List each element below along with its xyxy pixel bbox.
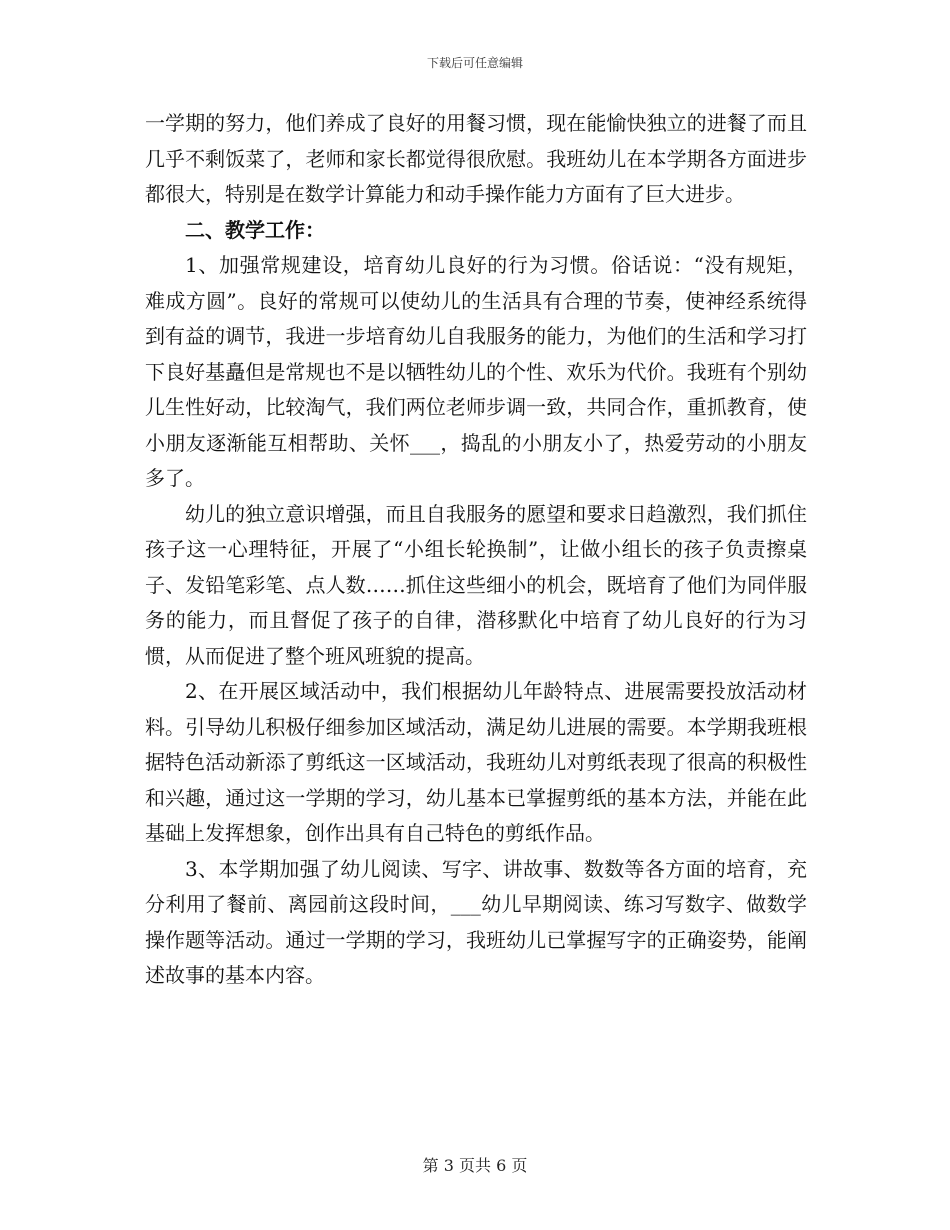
paragraph-area-activities: 2、在开展区域活动中，我们根据幼儿年龄特点、进展需要投放活动材料。引导幼儿积极仔细参加区域活动，满足幼儿进展的需要。本学期我班根据特色活动新添了剪纸这一区域活动，我班幼儿对剪纸表现了很高的积极性和兴趣，通过这一学期的学习，幼儿基本已掌握剪纸的基本方法，并能在此基础上发挥想象，创作出具有自己特色的剪纸作品。: [145, 679, 807, 845]
paragraph-independence: 幼儿的独立意识增强，而且自我服务的愿望和要求日趋激烈，我们抓住孩子这一心理特征，开展了“小组长轮换制”，让做小组长的孩子负责擦桌子、发铅笔彩笔、点人数……抓住这些细小的机会，既培育了他们为同伴服务的能力，而且督促了孩子的自律，潜移默化中培育了幼儿良好的行为习惯，从而促进了整个班风班貌的提高。: [145, 501, 807, 668]
paragraph-continuation: 一学期的努力，他们养成了良好的用餐习惯，现在能愉快独立的进餐了而且几乎不剩饭菜了，老师和家长都觉得很欣慰。我班幼儿在本学期各方面进步都很大，特别是在数学计算能力和动手操作能力方面有了巨大进步。: [145, 111, 807, 206]
paragraph-routine-building: 1、加强常规建设，培育幼儿良好的行为习惯。俗话说：“没有规矩，难成方圆”。良好的常规可以使幼儿的生活具有合理的节奏，使神经系统得到有益的调节，我进一步培育幼儿自我服务的能力，为他们的生活和学习打下良好基矗但是常规也不是以牺牲幼儿的个性、欢乐为代价。我班有个别幼儿生性好动，比较淘气，我们两位老师步调一致，共同合作，重抓教育，使小朋友逐渐能互相帮助、关怀___，捣乱的小朋友小了，热爱劳动的小朋友多了。: [145, 253, 807, 490]
page-footer-number: 第 3 页共 6 页: [422, 1156, 528, 1175]
document-body: [145, 106, 807, 994]
paragraph-reading-writing: 3、本学期加强了幼儿阅读、写字、讲故事、数数等各方面的培育，充分利用了餐前、离园前这段时间，___幼儿早期阅读、练习写数字、做数学操作题等活动。通过一学期的学习，我班幼儿已掌握写字的正确姿势，能阐述故事的基本内容。: [145, 856, 807, 987]
page-header-note: 下载后可任意编辑: [426, 56, 523, 70]
section-heading-teaching: 二、教学工作：: [185, 217, 325, 242]
